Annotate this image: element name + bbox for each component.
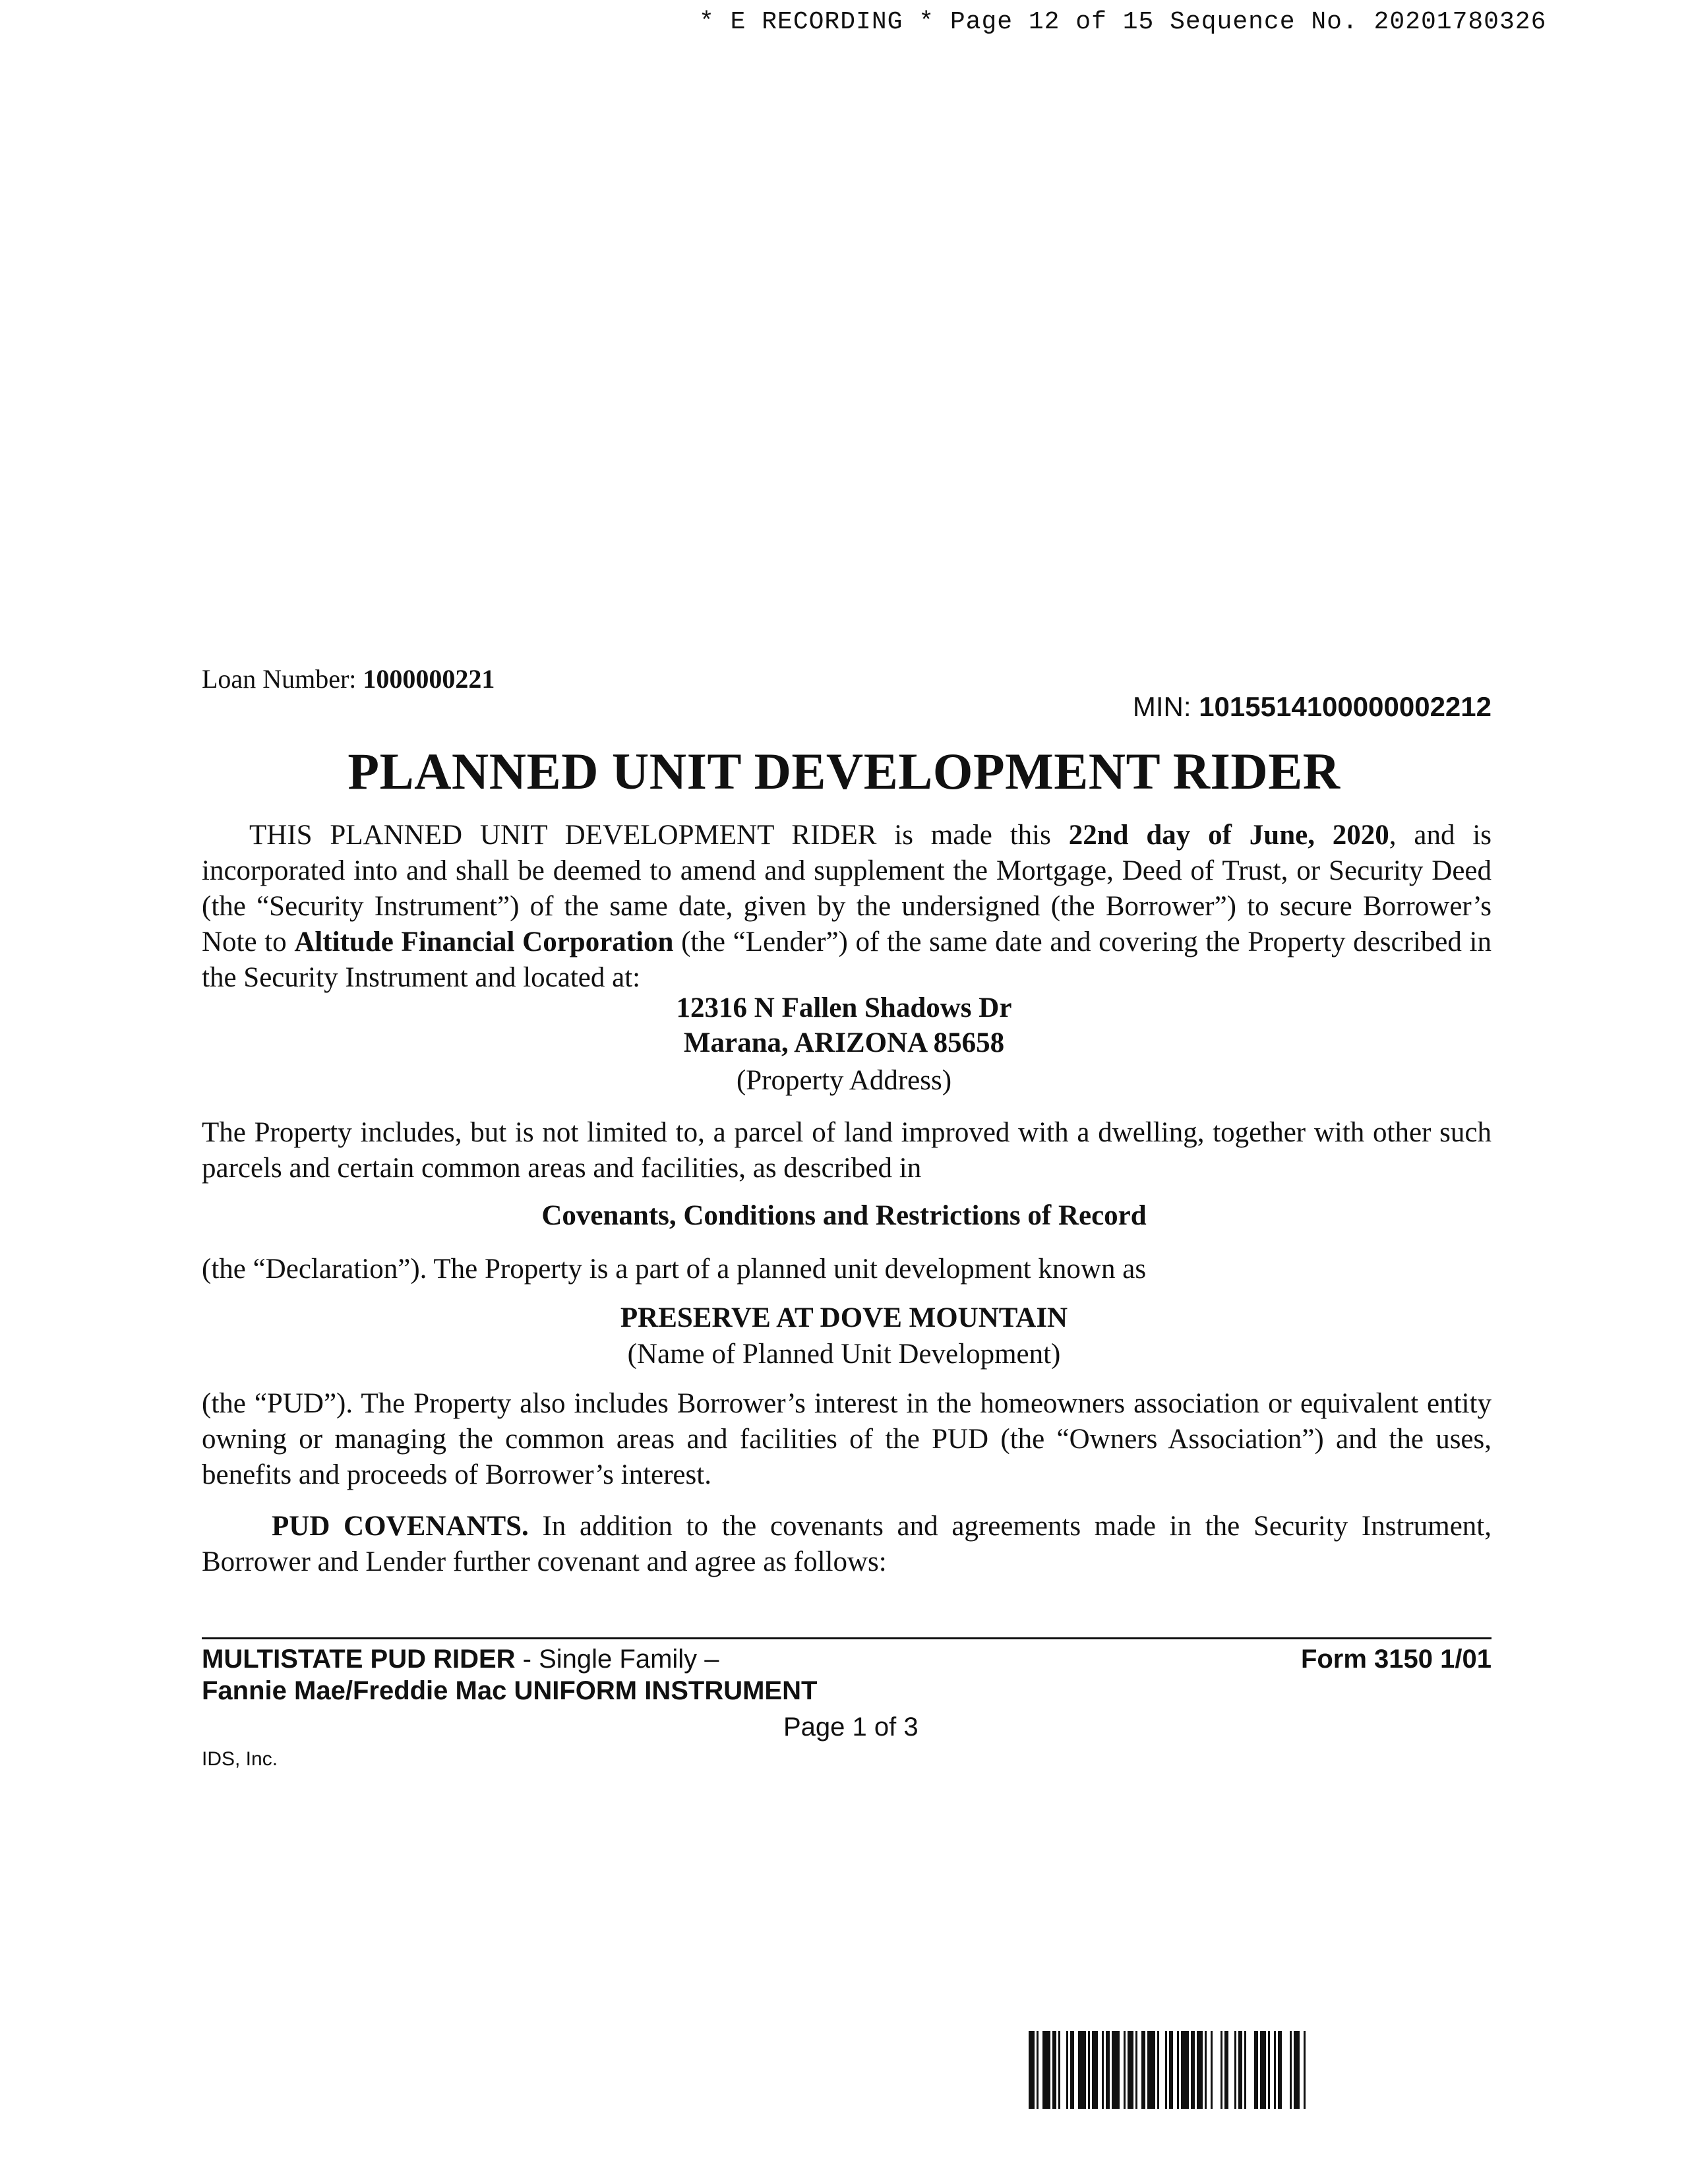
- loan-number: [202, 663, 495, 694]
- footer-rider-line: [202, 1645, 719, 1674]
- loan-number-label: Loan Number:: [202, 664, 363, 694]
- barcode-icon: [1029, 2031, 1484, 2109]
- lender-name: Altitude Financial Corporation: [294, 926, 674, 957]
- min-value: 1015514100000002212: [1199, 691, 1492, 722]
- property-paragraph: The Property includes, but is not limited to, a parcel of land improved with a dwelling, together with other such parcels and certain common areas and facilities, as described in: [202, 1117, 1492, 1184]
- footer-ids: IDS, Inc.: [202, 1748, 278, 1770]
- intro-text-2: , and is incorporated into and shall be deemed to amend and supplement the Mortgage, Deed of Trust, or Security Deed (the “Security Instrument”) of the same date, given by the undersigned (the Borrower”) to secure Borrower’s Note to: [202, 820, 1492, 957]
- pud-paragraph: (the “PUD”). The Property also includes Borrower’s interest in the homeowners association or equivalent entity owning or managing the common areas and facilities of the PUD (the “Owners Association”) and the uses, benefits and proceeds of Borrower’s interest.: [202, 1388, 1492, 1490]
- min-number: [1133, 691, 1492, 723]
- document-title: PLANNED UNIT DEVELOPMENT RIDER: [347, 743, 1341, 800]
- declaration-paragraph: (the “Declaration”). The Property is a part of a planned unit development known as: [202, 1254, 1147, 1285]
- intro-paragraph: [202, 818, 1492, 996]
- pud-covenants-text: In addition to the covenants and agreements made in the Security Instrument, Borrower and Lender further covenant and agree as follows:: [202, 1511, 1492, 1577]
- declaration-name: Covenants, Conditions and Restrictions of Record: [541, 1200, 1147, 1231]
- pud-name: PRESERVE AT DOVE MOUNTAIN: [620, 1302, 1068, 1333]
- footer-instrument: Fannie Mae/Freddie Mac UNIFORM INSTRUMENT: [202, 1676, 818, 1705]
- loan-number-value: 1000000221: [363, 664, 495, 694]
- min-label: MIN:: [1132, 691, 1199, 722]
- footer-form-number: Form 3150 1/01: [1300, 1645, 1492, 1674]
- rider-date: 22nd day of June, 2020: [1068, 820, 1389, 851]
- footer-page-number: Page 1 of 3: [783, 1713, 919, 1742]
- property-address-caption: (Property Address): [736, 1065, 952, 1096]
- footer-rider-title: MULTISTATE PUD RIDER: [202, 1645, 516, 1674]
- footer-rider-subtitle: - Single Family –: [515, 1645, 719, 1674]
- pud-covenants-heading: PUD COVENANTS.: [272, 1511, 529, 1542]
- property-address-line1: 12316 N Fallen Shadows Dr: [676, 992, 1012, 1023]
- pud-name-caption: (Name of Planned Unit Development): [627, 1339, 1061, 1370]
- footer-divider: [202, 1637, 1492, 1639]
- recording-header: * E RECORDING * Page 12 of 15 Sequence No. 20201780326: [699, 8, 1547, 36]
- property-address-line2: Marana, ARIZONA 85658: [683, 1027, 1005, 1058]
- intro-text-1: THIS PLANNED UNIT DEVELOPMENT RIDER is made this: [249, 820, 1069, 851]
- intro-text-3: (the “Lender”) of the same date and covering the Property described in the Security Instrument and located at:: [202, 926, 1492, 993]
- pud-covenants-paragraph: [202, 1509, 1492, 1580]
